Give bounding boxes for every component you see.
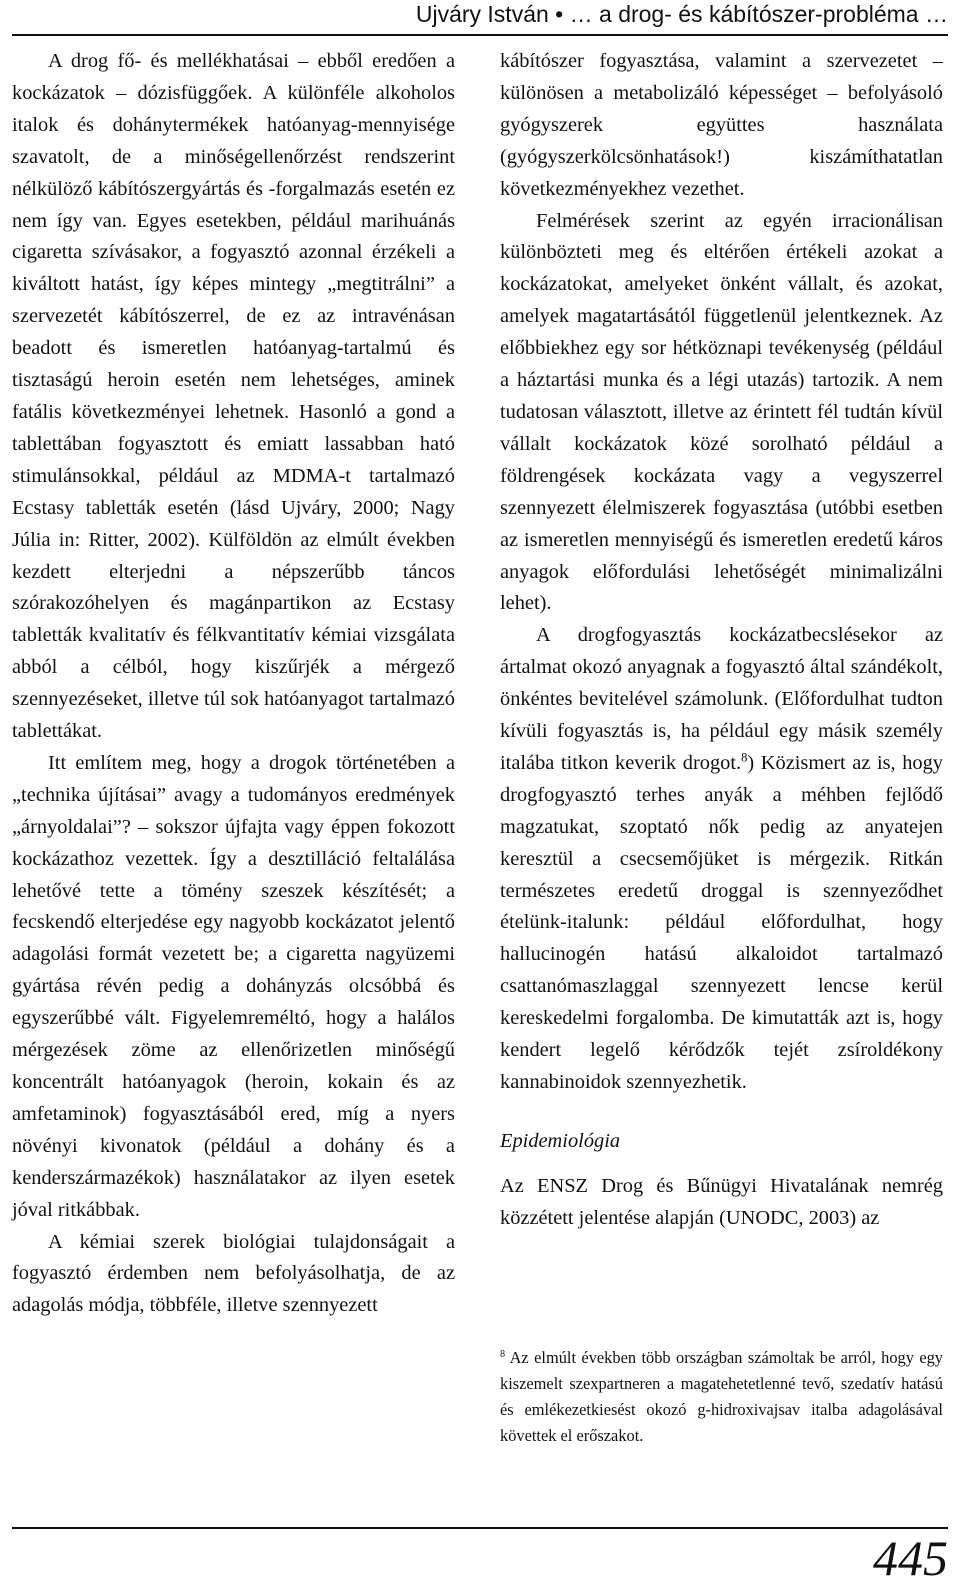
header-rule xyxy=(12,34,948,36)
body-paragraph xyxy=(500,620,943,1099)
body-paragraph: A drog fő- és mellékhatásai – ebből eredően a kockázatok – dózisfüggőek. A különféle alkoholos italok és dohánytermékek hatóanyag-mennyisége szavatolt, de a minőségellenőrzést rendszerint nélkülöző kábítószergyártás és -forgalmazás esetén ez nem így van. Egyes esetekben, például marihuánás cigaretta szívásakor, a fogyasztó azonnal érzékeli a kiváltott hatást, így képes mintegy „megtitrálni” a szervezetét kábítószerrel, de ez az intravénásan beadott és ismeretlen hatóanyag-tartalmú és tisztaságú heroin esetén nem lehetséges, aminek fatális következményei lehetnek. Hasonló a gond a tablettában fogyasztott és emiatt lassabban ható stimulánsokkal, például az MDMA-t tartalmazó Ecstasy tabletták esetén (lásd Ujváry, 2000; Nagy Júlia in: Ritter, 2002). Külföldön az elmúlt években kezdett elterjedni a népszerűbb táncos szórakozóhelyen és magánpartikon az Ecstasy tabletták kvalitatív és félkvantitatív kémiai vizsgálata abból a célból, hogy kiszűrjék a mérgező szennyezéseket, illetve túl sok hatóanyagot tartalmazó tablettákat. xyxy=(12,50,455,743)
body-paragraph: Az ENSZ Drog és Bűnügyi Hivatalának nemrég közzétett jelentése alapján (UNODC, 2003) az xyxy=(500,1174,943,1229)
running-head: Ujváry István • … a drog- és kábítószer-probléma … xyxy=(415,1,948,27)
body-paragraph: Felmérések szerint az egyén irracionálisan különbözteti meg és eltérően értékeli azokat a kockázatokat, amelyeket önként vállalt, és azokat, amelyek magatartásától függetlenül jelentkeznek. Az előbbiekhez egy sor hétköznapi tevékenység (például a háztartási munka és a légi utazás) tartozik. A nem tudatosan választott, illetve az érintett fél tudtán kívül vállalt kockázatok közé sorolható például a földrengések kockázata vagy a vegyszerrel szennyezett élelmiszerek fogyasztása (utóbbi esetben az ismeretlen mennyiségű és ismeretlen eredetű káros anyagok előfordulási lehetőségét minimalizálni lehet). xyxy=(500,209,943,615)
page-header xyxy=(0,0,960,32)
footer-rule xyxy=(12,1527,948,1529)
footnote-text: Az elmúlt években több országban számoltak be arról, hogy egy kiszemelt szexpartneren a magatehetetlenné tevő, szedatív hatású és emlékezetkiesést okozó g-hidroxivajsav italba adagolásával követtek el erőszakot. xyxy=(500,1348,943,1445)
footnote-reference[interactable]: 8 xyxy=(741,750,748,765)
paragraph-text: A drogfogyasztás kockázatbecslésekor az ártalmat okozó anyagnak a fogyasztó által szándékolt, önkéntes bevitelével számolunk. (Előfordulhat tudton kívüli fogyasztás is, ha például egy másik személy italába titkon keverik drogot. xyxy=(500,624,943,774)
paragraph-text: ) Közismert az is, hogy drogfogyasztó terhes anyák a méhben fejlődő magzatukat, szoptató nők pedig az anyatejen keresztül a csecsemőjüket is mérgezik. Ritkán természetes eredetű droggal is szennyeződhet ételünk-italunk: például előfordulhat, hogy hallucinogén hatású alkaloidot tartalmazó csattanómaszlaggal szennyezett lencse kerül kereskedelmi forgalomba. De kimutatták azt is, hogy kendert legelő kérődzők tejét zsíroldékony kannabinoidok szennyezhetik. xyxy=(500,751,943,1093)
footnote xyxy=(500,1345,943,1449)
left-column xyxy=(12,46,455,1322)
footnote-number: 8 xyxy=(500,1348,506,1360)
right-column xyxy=(500,46,943,1235)
section-heading: Epidemiológia xyxy=(500,1129,621,1152)
body-paragraph: kábítószer fogyasztása, valamint a szervezetet – különösen a metabolizáló képességet – befolyásoló gyógyszerek együttes használata (gyógyszerkölcsönhatások!) kiszámíthatatlan következményekhez vezethet. xyxy=(500,50,943,200)
body-paragraph: Itt említem meg, hogy a drogok történetében a „technika újításai” avagy a tudományos eredmények „árnyoldalai”? – sokszor újfajta vagy éppen fokozott kockázathoz vezettek. Így a desztilláció feltalálása lehetővé tette a tömény szeszek készítését; a fecskendő elterjedése egy nagyobb kockázatot jelentő adagolási formát vezetett be; a cigaretta nagyüzemi gyártása révén pedig a dohányzás olcsóbbá és egyszerűbbé vált. Figyelemreméltó, hogy a halálos mérgezések zöme az ellenőrizetlen minőségű koncentrált hatóanyagok (heroin, kokain és az amfetaminok) fogyasztásából ered, míg a nyers növényi kivonatok (például a dohány és a kenderszármazékok) használatakor az ilyen esetek jóval ritkábbak. xyxy=(12,751,455,1221)
page-number: 445 xyxy=(873,1530,948,1586)
body-paragraph: A kémiai szerek biológiai tulajdonságait a fogyasztó érdemben nem befolyásolhatja, de az adagolás módja, többféle, illetve szennyezett xyxy=(12,1230,455,1317)
